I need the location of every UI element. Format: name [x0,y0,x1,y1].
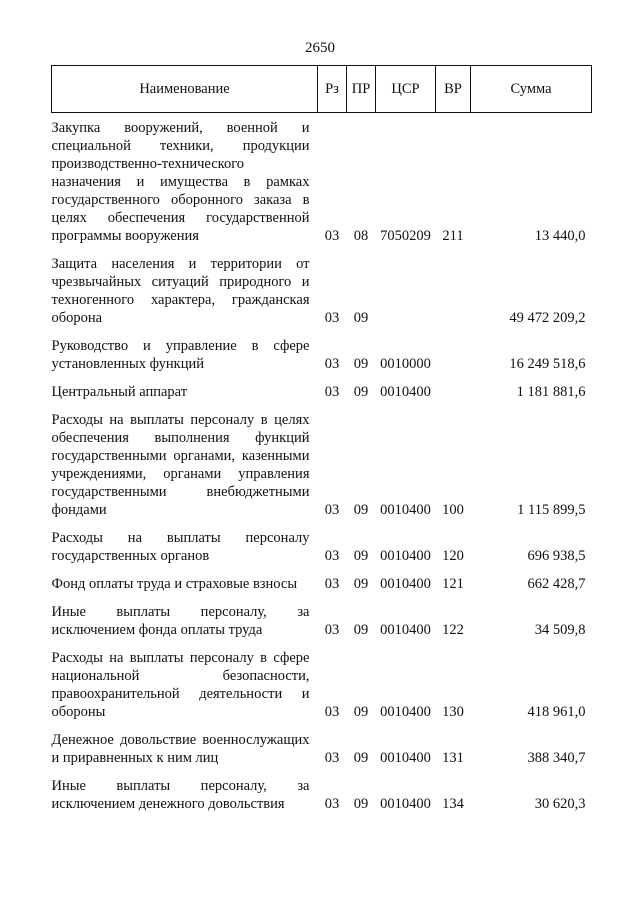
row-rz: 03 [324,310,340,326]
row-rz: 03 [324,796,340,812]
row-name: Денежное довольствие военнослужащих и приравненных к ним лиц [51,732,310,766]
table-row [52,603,592,639]
row-rz: 03 [324,384,340,400]
row-pr: 09 [353,356,369,372]
row-vr: 211 [442,228,464,244]
row-name: Расходы на выплаты персоналу государственных органов [51,530,310,564]
table-header-row [52,66,592,113]
row-csr: 0010400 [380,622,431,638]
row-name: Закупка вооружений, военной и специальной техники, продукции производственно-технического назначения и имущества в рамках государственного оборонного заказа в целях обеспечения государственной программы вооружения [51,120,310,244]
row-csr: 0010400 [380,576,431,592]
row-rz: 03 [324,548,340,564]
header-csr: ЦСР [376,66,436,113]
row-rz: 03 [324,502,340,518]
row-sum: 1 115 899,5 [517,502,586,518]
row-vr: 120 [442,548,464,564]
table-row [52,529,592,565]
row-sum: 662 428,7 [527,576,586,592]
page-number: 2650 [305,40,335,56]
row-vr: 100 [442,502,464,518]
budget-table [51,65,592,813]
row-pr: 09 [353,576,369,592]
row-vr: 131 [442,750,464,766]
row-sum: 16 249 518,6 [509,356,586,372]
table-row [52,337,592,373]
row-pr: 09 [353,502,369,518]
row-csr: 0010400 [380,796,431,812]
header-vr: ВР [436,66,471,113]
row-sum: 49 472 209,2 [509,310,586,326]
row-rz: 03 [324,576,340,592]
row-sum: 418 961,0 [527,704,586,720]
header-sum: Сумма [471,66,592,113]
row-pr: 09 [353,384,369,400]
row-name: Расходы на выплаты персоналу в сфере национальной безопасности, правоохранительной деятельности и обороны [51,650,310,720]
table-row [52,113,592,246]
row-rz: 03 [324,356,340,372]
row-vr: 122 [442,622,464,638]
row-csr [376,255,436,327]
header-rz: Рз [318,66,347,113]
row-sum: 30 620,3 [534,796,586,812]
row-vr [436,383,471,401]
table-row [52,575,592,593]
row-name: Защита населения и территории от чрезвычайных ситуаций природного и техногенного характера, гражданская оборона [51,256,310,326]
row-sum: 1 181 881,6 [516,384,586,400]
row-name: Иные выплаты персоналу, за исключением денежного довольствия [51,778,310,812]
table-row [52,411,592,519]
table-row [52,777,592,813]
row-sum: 13 440,0 [534,228,586,244]
row-vr: 121 [442,576,464,592]
row-name: Расходы на выплаты персоналу в целях обеспечения выполнения функций государственными органами, казенными учреждениями, органами управления государственными внебюджетными фондами [51,412,310,518]
row-rz: 03 [324,750,340,766]
row-sum: 696 938,5 [527,548,586,564]
row-vr: 130 [442,704,464,720]
row-pr: 09 [353,310,369,326]
row-csr: 0010400 [380,502,431,518]
row-csr: 0010000 [380,356,431,372]
row-name: Иные выплаты персоналу, за исключением фонда оплаты труда [51,604,310,638]
row-rz: 03 [324,228,340,244]
table-row [52,649,592,721]
row-csr: 0010400 [380,704,431,720]
row-pr: 09 [353,548,369,564]
row-name: Центральный аппарат [51,384,188,400]
row-sum: 388 340,7 [527,750,586,766]
row-vr [436,337,471,373]
row-csr: 7050209 [380,228,431,244]
row-name: Фонд оплаты труда и страховые взносы [51,576,298,592]
row-rz: 03 [324,622,340,638]
row-pr: 09 [353,750,369,766]
row-pr: 09 [353,796,369,812]
row-csr: 0010400 [380,548,431,564]
table-row [52,255,592,327]
row-vr [436,255,471,327]
row-name: Руководство и управление в сфере установленных функций [51,338,310,372]
row-sum: 34 509,8 [534,622,586,638]
header-name: Наименование [52,66,318,113]
row-pr: 08 [353,228,369,244]
table-row [52,731,592,767]
row-pr: 09 [353,622,369,638]
row-csr: 0010400 [380,384,431,400]
row-rz: 03 [324,704,340,720]
row-csr: 0010400 [380,750,431,766]
header-pr: ПР [347,66,376,113]
table-row [52,383,592,401]
row-pr: 09 [353,704,369,720]
row-vr: 134 [442,796,464,812]
